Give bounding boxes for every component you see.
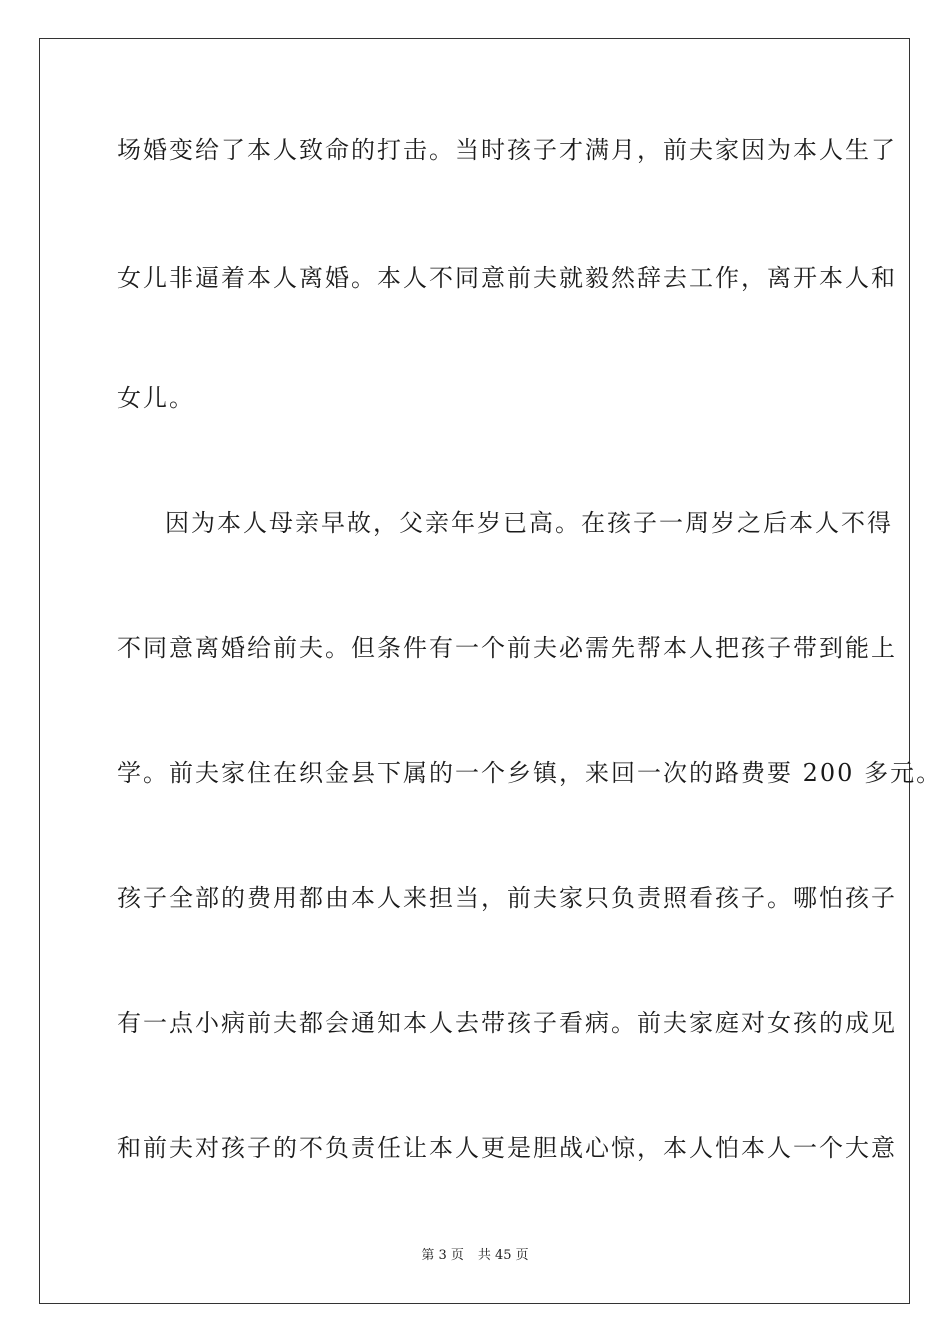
body-line-6: 学。前夫家住在织金县下属的一个乡镇，来回一次的路费要 200 多元。 (117, 759, 943, 787)
page-border (39, 38, 910, 1304)
body-line-7: 孩子全部的费用都由本人来担当，前夫家只负责照看孩子。哪怕孩子 (117, 884, 897, 912)
body-line-1: 场婚变给了本人致命的打击。当时孩子才满月，前夫家因为本人生了 (117, 136, 897, 164)
body-line-5: 不同意离婚给前夫。但条件有一个前夫必需先帮本人把孩子带到能上 (117, 634, 897, 662)
body-line-3: 女儿。 (117, 384, 195, 412)
body-line-9: 和前夫对孩子的不负责任让本人更是胆战心惊，本人怕本人一个大意 (117, 1134, 897, 1162)
body-line-8: 有一点小病前夫都会通知本人去带孩子看病。前夫家庭对女孩的成见 (117, 1009, 897, 1037)
page-total: 共 45 页 (477, 1248, 529, 1263)
page-footer (0, 1248, 950, 1264)
body-line-2: 女儿非逼着本人离婚。本人不同意前夫就毅然辞去工作，离开本人和 (117, 264, 897, 292)
page-number: 第 3 页 (421, 1248, 464, 1263)
body-line-4: 因为本人母亲早故，父亲年岁已高。在孩子一周岁之后本人不得 (165, 509, 893, 537)
